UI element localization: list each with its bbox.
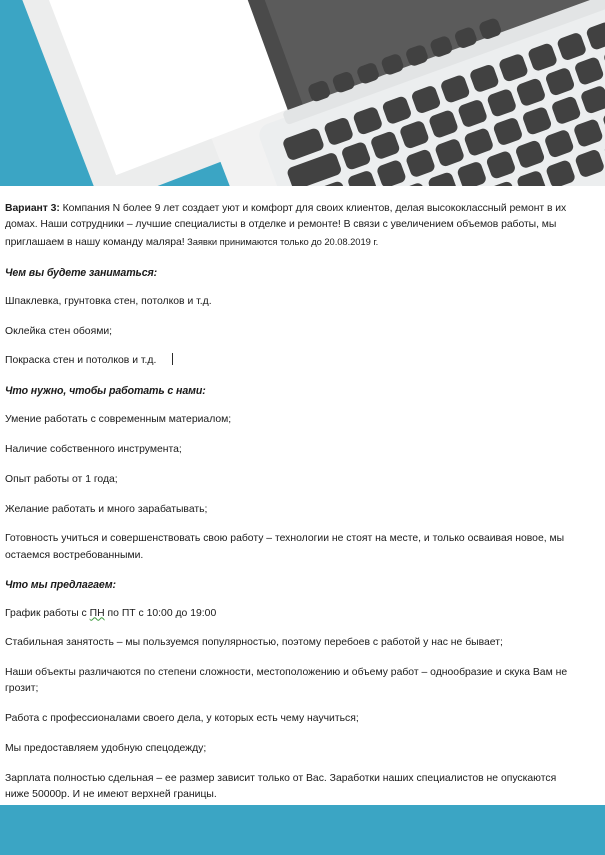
lead-text: Компания N более 9 лет создает уют и комфорт для своих клиентов, делая высококлассный ремонт в их домах. Наши сотрудники – лучшие специалисты в отделке и ремонте! В связи с увеличением объемов работы, мы приглашаем в нашу команду маляра!	[5, 203, 567, 248]
section-heading-duties: Чем вы будете заниматься:	[5, 266, 158, 279]
banner-graphics	[0, 0, 605, 186]
text-cursor-caret	[172, 353, 173, 365]
spellcheck-flagged-word[interactable]: ПН	[89, 607, 105, 619]
list-item: Желание работать и много зарабатывать;	[5, 503, 208, 515]
laptop-icon	[225, 0, 605, 186]
list-item: Наши объекты различаются по степени сложности, местоположению и объему работ – однообразие и скука Вам не грозит;	[5, 667, 568, 695]
section-heading-offer: Что мы предлагаем:	[5, 578, 116, 591]
list-item: Наличие собственного инструмента;	[5, 444, 182, 456]
list-item: Шпаклевка, грунтовка стен, потолков и т.д.	[5, 295, 212, 307]
list-item-text: Покраска стен и потолков и т.д.	[5, 355, 157, 367]
lead-deadline-text: Заявки принимаются только до 20.08.2019 г.	[184, 235, 379, 247]
header-banner	[0, 0, 605, 186]
list-item: Стабильная занятость – мы пользуемся популярностью, поэтому перебоев с работой у нас не бывает;	[5, 637, 503, 649]
list-item: Оклейка стен обоями;	[5, 325, 113, 337]
section-heading-requirements: Что нужно, чтобы работать с нами:	[5, 385, 206, 398]
document-body	[0, 186, 605, 805]
list-item: Умение работать с современным материалом;	[5, 414, 232, 426]
schedule-prefix-text: График работы с	[5, 607, 90, 619]
list-item: Работа с профессионалами своего дела, у которых есть чему научиться;	[5, 713, 359, 725]
schedule-line	[0, 606, 605, 622]
schedule-suffix-text: по ПТ с 10:00 до 19:00	[104, 607, 217, 619]
list-item	[0, 353, 605, 369]
list-item: Зарплата полностью сдельная – ее размер зависит только от Вас. Заработки наших специалистов не опускаются ниже 50000р. И не имеют верхней границы.	[5, 772, 557, 801]
lead-paragraph	[0, 186, 605, 251]
footer-band	[0, 805, 605, 855]
list-item: Мы предоставляем удобную спецодежду;	[5, 743, 207, 755]
list-item: Готовность учиться и совершенствовать свою работу – технологии не стоят на месте, и только осваивая новое, мы остаемся востребованными.	[5, 533, 565, 561]
variant-label: Вариант 3:	[5, 203, 60, 214]
list-item: Опыт работы от 1 года;	[5, 473, 118, 485]
